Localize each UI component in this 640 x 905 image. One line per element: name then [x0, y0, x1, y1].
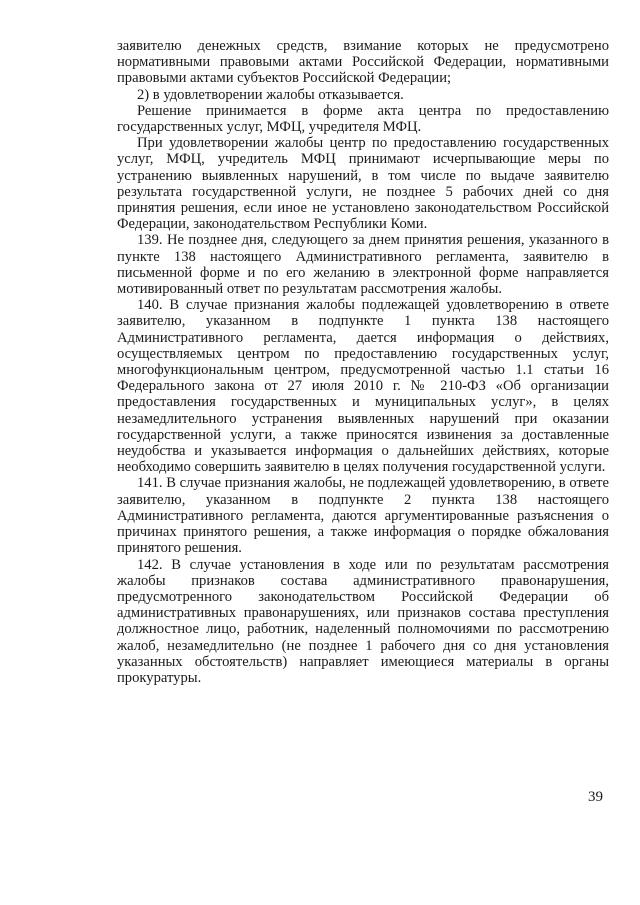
paragraph-clause-142: 142. В случае установления в ходе или по результатам рассмотрения жалобы признаков состава административного правонарушения, предусмотренного законодательством Российской Федерации об административных правонарушениях, или признаков состава преступления должностное лицо, работник, наделенный полномочиями по рассмотрению жалоб, незамедлительно (не позднее 1 рабочего дня со дня установления указанных обстоятельств) направляет имеющиеся материалы в органы прокуратуры.: [117, 556, 609, 686]
paragraph-refusal: 2) в удовлетворении жалобы отказывается.: [137, 86, 404, 103]
paragraph-satisfaction-measures: При удовлетворении жалобы центр по предоставлению государственных услуг, МФЦ, учредитель МФЦ принимают исчерпывающие меры по устранению выявленных нарушений, в том числе по выдаче заявителю результата государственной услуги, не позднее 5 рабочих дней со дня принятия решения, если иное не установлено законодательством Российской Федерации, законодательством Республики Коми.: [117, 135, 609, 233]
page-number: 39: [588, 789, 603, 805]
paragraph-clause-141: 141. В случае признания жалобы, не подлежащей удовлетворению, в ответе заявителю, указанном в подпункте 2 пункта 138 настоящего Административного регламента, даются аргументированные разъяснения о причинах принятого решения, а также информация о порядке обжалования принятого решения.: [117, 475, 609, 557]
paragraph-decision-form: Решение принимается в форме акта центра по предоставлению государственных услуг, МФЦ, учредителя МФЦ.: [117, 102, 609, 136]
paragraph-continuation: заявителю денежных средств, взимание которых не предусмотрено нормативными правовыми актами Российской Федерации, нормативными правовыми актами субъектов Российской Федерации;: [117, 38, 609, 87]
paragraph-clause-139: 139. Не позднее дня, следующего за днем принятия решения, указанного в пункте 138 настоящего Административного регламента, заявителю в письменной форме и по его желанию в электронной форме направляется мотивированный ответ по результатам рассмотрения жалобы.: [117, 232, 609, 298]
document-body: [117, 38, 609, 686]
paragraph-clause-140: 140. В случае признания жалобы подлежащей удовлетворению в ответе заявителю, указанном в подпункте 1 пункта 138 настоящего Административного регламента, дается информация о действиях, осуществляемых центром по предоставлению государственных услуг, многофункциональным центром, предусмотренной частью 1.1 статьи 16 Федерального закона от 27 июля 2010 г. № 210-ФЗ «Об организации предоставления государственных и муниципальных услуг», в целях незамедлительного устранения выявленных нарушений при оказании государственной услуги, а также приносятся извинения за доставленные неудобства и указывается информация о дальнейших действиях, которые необходимо совершить заявителю в целях получения государственной услуги.: [117, 297, 609, 476]
